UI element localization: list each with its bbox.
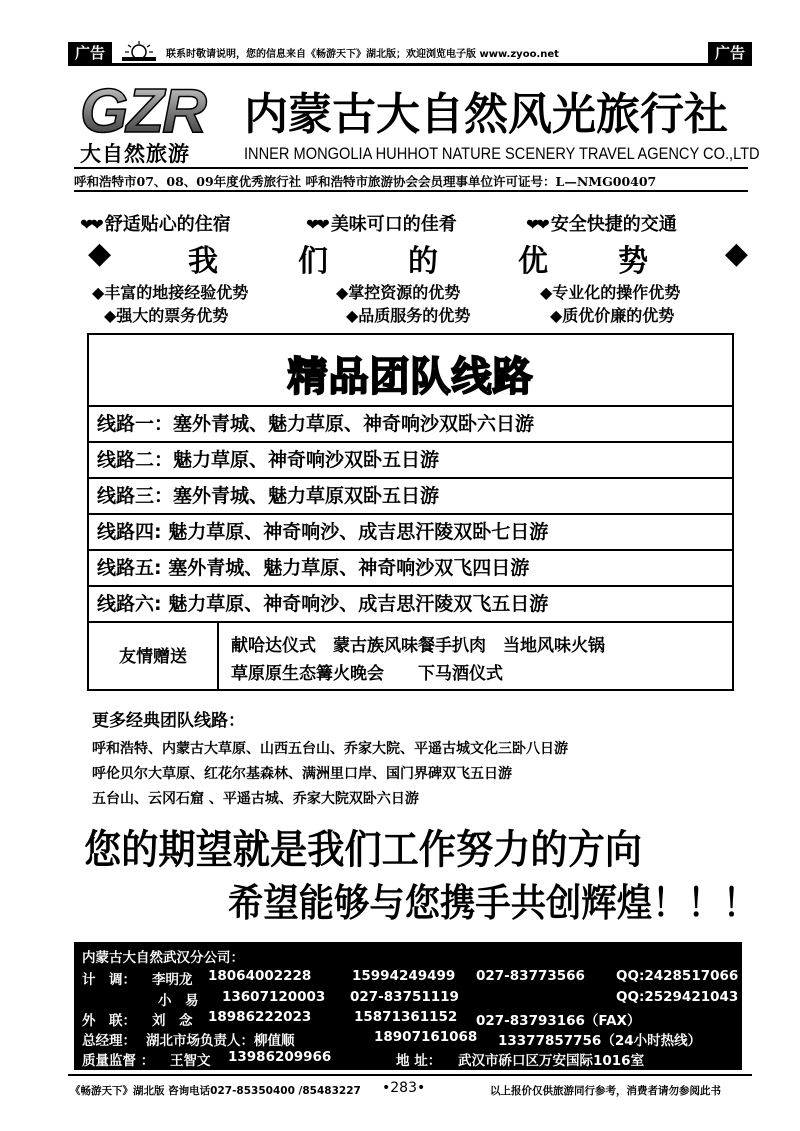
more-route-line: 呼和浩特、内蒙古大草原、山西五台山、乔家大院、平遥古城文化三卧八日游 [92, 741, 568, 757]
contact-name: 李明龙 [152, 972, 193, 988]
qq: QQ:2428517066 [616, 968, 739, 984]
advantages-title [88, 236, 748, 279]
header-notice: 联系时敬请说明，您的信息来自《畅游天下》湖北版；欢迎浏览电子版 www.zyoo.net [166, 49, 559, 60]
phone: 027-83773566 [476, 968, 585, 984]
agency-name-chinese: 内蒙古大自然风光旅行社 [244, 89, 728, 140]
publication-mascot-icon [118, 40, 160, 62]
diamond-icon: ◆ [724, 236, 748, 271]
gift-line: 草原原生态篝火晚会 下马酒仪式 [231, 664, 503, 684]
contact-name: 王智文 [170, 1053, 211, 1069]
advantages-title-char: 势 [618, 244, 648, 279]
gzr-logo [78, 82, 238, 138]
hearts-icon: ❤❤ [306, 215, 327, 234]
header-divider [68, 63, 752, 66]
slogan-line-1: 您的期望就是我们工作努力的方向 [84, 827, 642, 873]
gift-label: 友情赠送 [89, 623, 219, 691]
fax: 027-83793166（FAX） [476, 1013, 641, 1029]
phone: 18064002228 [208, 968, 312, 984]
contact-name: 小 易 [158, 993, 199, 1009]
feature-lodging: ❤❤ 舒适贴心的住宿 [80, 214, 231, 235]
route-item: 线路三：塞外青城、魅力草原双卧五日游 [89, 477, 732, 513]
banner-divider [74, 167, 748, 169]
ad-label-left: 广告 [68, 42, 112, 64]
slogan-line-2: 希望能够与您携手共创辉煌！！！ [228, 881, 759, 925]
address: 武汉市硚口区万安国际1016室 [458, 1053, 645, 1069]
logo-chinese-name: 大自然旅游 [80, 142, 190, 166]
footer-divider [68, 1074, 752, 1076]
more-routes-title: 更多经典团队线路： [92, 711, 245, 731]
gift-line: 献哈达仪式 蒙古族风味餐手扒肉 当地风味火锅 [231, 636, 605, 656]
advantages-title-char: 优 [518, 244, 548, 279]
advantage-item: ◆掌控资源的优势 [336, 283, 461, 302]
advantage-item: ◆品质服务的优势 [346, 306, 471, 325]
ad-label-right: 广告 [708, 42, 752, 64]
route-item: 线路四: 魅力草原、神奇响沙、成吉思汗陵双卧七日游 [89, 513, 732, 549]
qq: QQ:2529421043 [616, 989, 739, 1005]
advantages-title-char: 我 [188, 244, 218, 279]
contact-label: 计 调： [82, 972, 136, 988]
route-item: 线路五: 塞外青城、魅力草原、神奇响沙双飞四日游 [89, 549, 732, 585]
routes-box [87, 333, 734, 691]
hotline: 13377857756（24小时热线） [498, 1033, 702, 1049]
market-manager: 湖北市场负责人：柳值顺 [146, 1033, 295, 1049]
agency-name-english: INNER MONGOLIA HUHHOT NATURE SCENERY TRAVEL AGENCY CO.,LTD [244, 144, 760, 163]
diamond-icon: ◆ [88, 236, 112, 271]
phone: 18907161068 [374, 1029, 478, 1045]
advantages-title-char: 的 [408, 244, 438, 279]
contact-label: 外 联： [82, 1013, 136, 1029]
advantages-title-char: 们 [298, 244, 328, 279]
footer-publication-info: 《畅游天下》湖北版 咨询电话027-85350400 /85483227 [70, 1085, 361, 1097]
phone: 13607120003 [222, 989, 326, 1005]
license-info: 呼和浩特市07、08、09年度优秀旅行社 呼和浩特市旅游协会会员理事单位许可证号：L—NMG00407 [74, 174, 657, 189]
phone: 15994249499 [352, 968, 456, 984]
route-item: 线路一：塞外青城、魅力草原、神奇响沙双卧六日游 [89, 405, 732, 441]
contact-label: 质量监督 ： [82, 1053, 155, 1069]
advantage-item: ◆专业化的操作优势 [540, 283, 681, 302]
gift-row [89, 621, 732, 689]
phone: 027-83751119 [350, 989, 459, 1005]
advantage-item: ◆质优价廉的优势 [550, 306, 675, 325]
hearts-icon: ❤❤ [80, 215, 101, 234]
routes-title: 精品团队线路 [287, 354, 534, 400]
more-route-line: 呼伦贝尔大草原、红花尔基森林、满洲里口岸、国门界碑双飞五日游 [92, 766, 512, 782]
contact-label: 总经理： [82, 1033, 136, 1049]
phone: 15871361152 [354, 1009, 458, 1025]
route-item: 线路二：魅力草原、神奇响沙双卧五日游 [89, 441, 732, 477]
hearts-icon: ❤❤ [526, 215, 547, 234]
page-number: •283• [382, 1080, 426, 1096]
more-route-line: 五台山、云冈石窟 、平遥古城、乔家大院双卧六日游 [92, 791, 419, 807]
route-item: 线路六: 魅力草原、神奇响沙、成吉思汗陵双飞五日游 [89, 585, 732, 621]
contact-block [74, 942, 742, 1070]
phone: 18986222023 [208, 1009, 312, 1025]
contact-name: 刘 念 [152, 1013, 193, 1029]
advantage-item: ◆强大的票务优势 [104, 306, 229, 325]
footer-disclaimer: 以上报价仅供旅游同行参考，消费者请勿参阅此书 [490, 1085, 721, 1097]
address-label: 地 址： [396, 1053, 442, 1069]
routes-title-row [89, 335, 732, 405]
phone: 13986209966 [228, 1049, 332, 1065]
feature-food: ❤❤ 美味可口的佳肴 [306, 214, 457, 235]
advantage-item: ◆丰富的地接经验优势 [92, 283, 249, 302]
feature-transport: ❤❤ 安全快捷的交通 [526, 214, 677, 235]
license-divider [74, 190, 748, 192]
svg-text:GZR: GZR [80, 82, 205, 138]
branch-name: 内蒙古大自然武汉分公司： [82, 950, 244, 966]
